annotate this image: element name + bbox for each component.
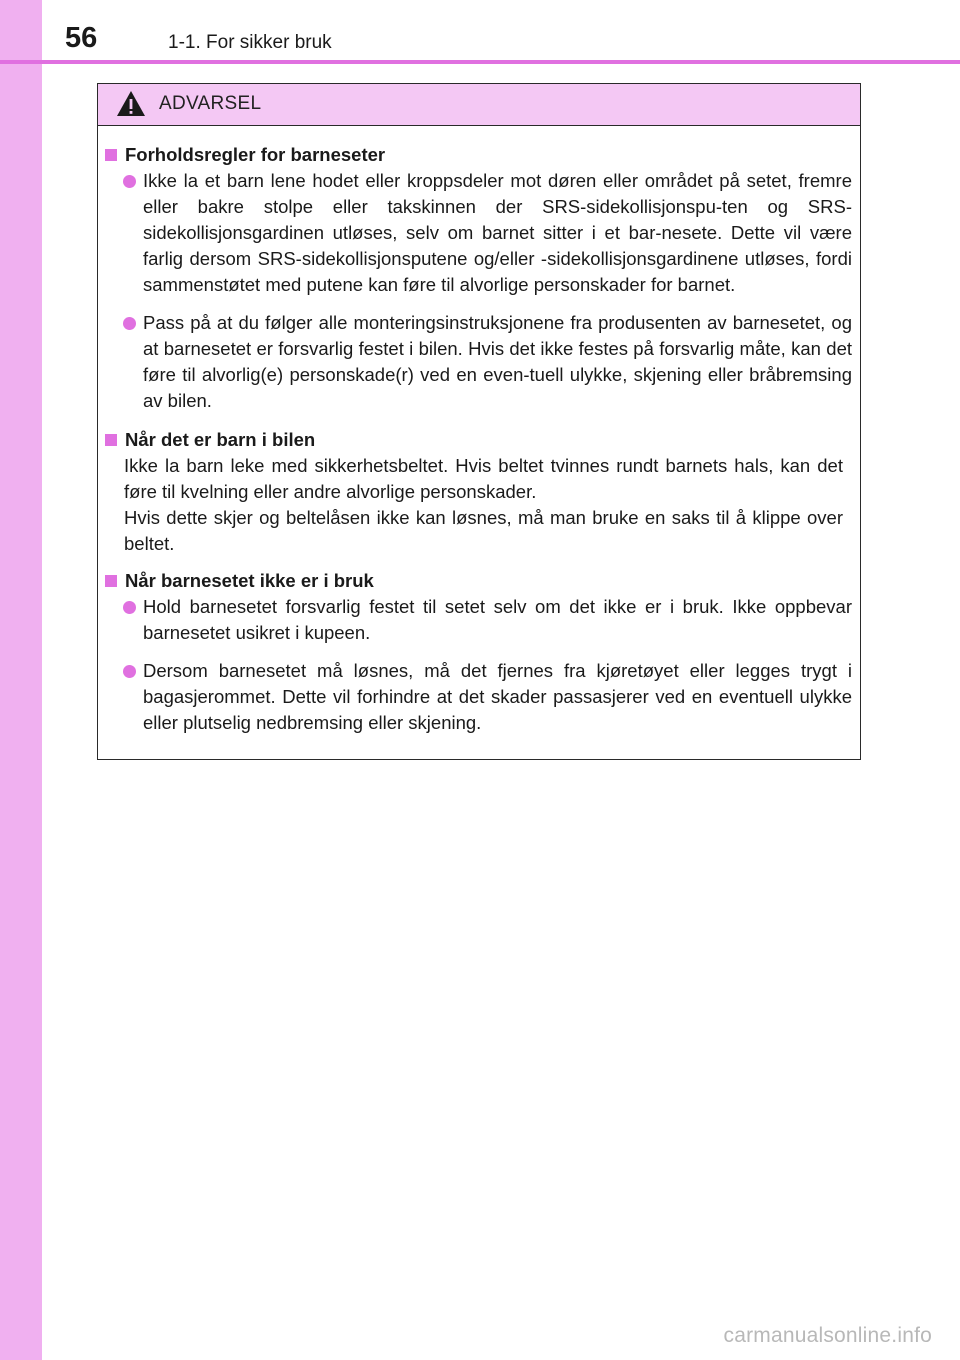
topic-heading-text: Når barnesetet ikke er i bruk (125, 570, 374, 591)
topic-heading-text: Forholdsregler for barneseter (125, 144, 386, 165)
section-title: 1-1. For sikker bruk (168, 32, 332, 53)
warning-body (98, 141, 860, 748)
list-item-text: Hold barnesetet forsvarlig festet til setet selv om det ikke er i bruk. Ikke oppbevar barnesetet usikret i kupeen. (143, 596, 852, 643)
chapter-side-band (0, 0, 42, 1360)
list-item (98, 658, 860, 736)
paragraph-line: Ikke la barn leke med sikkerhetsbeltet. Hvis beltet tvinnes rundt barnets hals, kan det føre til kvelning eller andre alvorlige personskader. (124, 455, 843, 502)
warning-title: ADVARSEL (159, 93, 262, 114)
paragraph-line: Hvis dette skjer og beltelåsen ikke kan løsnes, må man bruke en saks til å klippe over beltet. (124, 507, 843, 554)
topic-child-seat-precautions (98, 141, 860, 414)
list-item-text: Dersom barnesetet må løsnes, må det fjernes fra kjøretøyet eller legges trygt i bagasjerommet. Dette vil forhindre at det skader passasjerer ved en eventuell ulykke eller plutselig nedbremsing eller skjening. (143, 660, 852, 733)
topic-heading (98, 426, 860, 453)
list-item (98, 310, 860, 414)
square-bullet-icon (105, 575, 117, 587)
list-item-text: Pass på at du følger alle monteringsinstruksjonene fra produsenten av barnesetet, og at barnesetet er forsvarlig festet i bilen. Hvis det ikke festes på forsvarlig måte, kan det føre til alvorlig(e) personskade(r) ved en even-tuell ulykke, skjening eller bråbremsing av bilen. (143, 312, 852, 411)
topic-heading (98, 141, 860, 168)
list-item-text: Ikke la et barn lene hodet eller kroppsdeler mot døren eller området på setet, fremre eller bakre stolpe eller takskinnen der SRS-sidekollisjonspu-ten og SRS-sidekollisjonsgardinen utløses, selv om barnet sitter i et bar-nesete. Dette vil være farlig dersom SRS-sidekollisjonsputene og/eller -sidekollisjonsgardinene utløses, fordi sammenstøtet med putene kan føre til alvorlige personskader for barnet. (143, 170, 852, 295)
topic-heading (98, 567, 860, 594)
round-bullet-icon (123, 175, 136, 188)
topic-children-in-car (98, 426, 860, 557)
page-number: 56 (65, 22, 98, 54)
round-bullet-icon (123, 317, 136, 330)
list-item (98, 594, 860, 646)
list-item (98, 168, 860, 298)
paragraph (98, 453, 860, 557)
topic-heading-text: Når det er barn i bilen (125, 429, 316, 450)
watermark: carmanualsonline.info (723, 1324, 932, 1347)
square-bullet-icon (105, 149, 117, 161)
topic-child-seat-not-in-use (98, 567, 860, 736)
warning-header (98, 84, 860, 126)
warning-box (97, 83, 861, 760)
round-bullet-icon (123, 601, 136, 614)
round-bullet-icon (123, 665, 136, 678)
warning-triangle-icon (116, 90, 146, 117)
header-divider (0, 60, 960, 64)
square-bullet-icon (105, 434, 117, 446)
